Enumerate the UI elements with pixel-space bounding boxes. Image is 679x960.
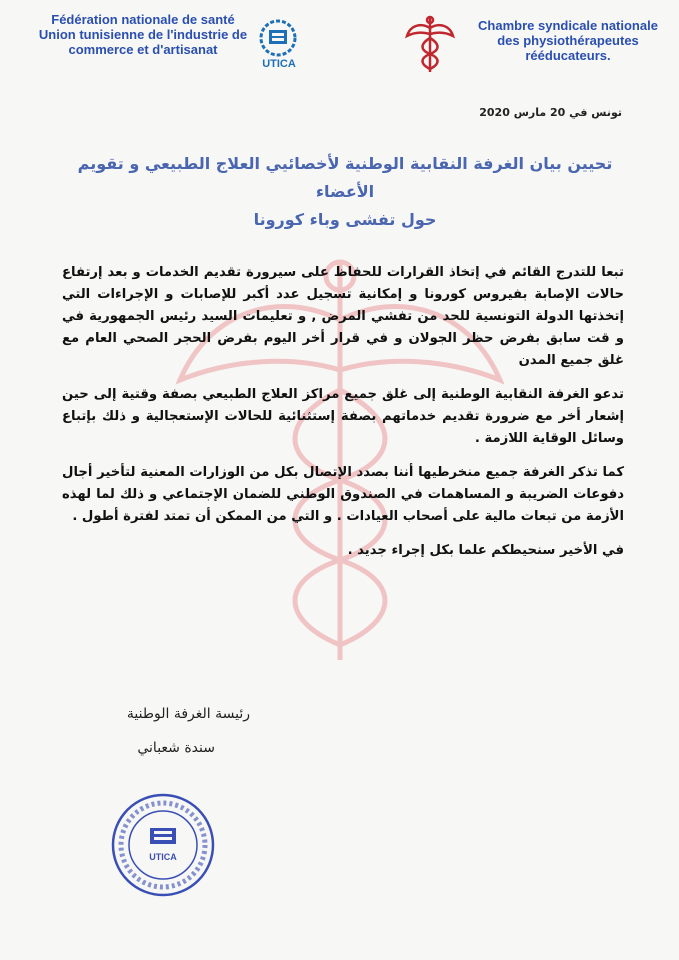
chamber-header — [468, 18, 668, 63]
signatory-title: رئيسة الغرفة الوطنية — [126, 706, 250, 722]
letter-date: تونس في 20 مارس 2020 — [479, 106, 622, 119]
title-line: تحيين بيان الغرفة النقابية الوطنية لأخصائيي العلاج الطبيعي و تقويم الأعضاء — [77, 154, 613, 201]
header-left-line: Fédération nationale de santé — [51, 12, 235, 27]
letter-body — [62, 262, 624, 574]
official-stamp-icon — [108, 790, 218, 900]
header-left-line: commerce et d'artisanat — [68, 42, 218, 57]
body-paragraph: تدعو الغرفة النقابية الوطنية إلى غلق جميع مراكز العلاج الطبيعي بصفة وقتية إلى حين إشعار أخر مع ضرورة تقديم خدماتهم بصفة إستثنائية للحالات الإستعجالية و ذلك بإتباع وسائل الوقاية اللازمة . — [62, 387, 624, 446]
title-line: حول تفشى وباء كورونا — [253, 210, 437, 229]
signatory-name: سندة شعباني — [137, 740, 215, 756]
utica-logo-label: UTICA — [262, 58, 296, 70]
stamp-label: UTICA — [149, 852, 177, 862]
header-right-line: des physiothérapeutes — [497, 33, 639, 48]
header-left-line: Union tunisienne de l'industrie de — [38, 27, 248, 42]
body-paragraph: في الأخير سنحيطكم علما بكل إجراء جديد . — [347, 543, 624, 558]
header-right-line: rééducateurs. — [525, 48, 611, 63]
header-right-line: Chambre syndicale nationale — [478, 18, 658, 33]
federation-header — [28, 12, 258, 57]
body-paragraph: كما تذكر الغرفة جميع منخرطيها أننا بصدد الإتصال بكل من الوزارات المعنية لتأخير أجال دفوعات الضريبة و المساهمات في الصندوق الوطني للضمان الإجتماعي و ذلك لما لهذه الأزمة من تبعات مالية على أصحاب العيادات . و التي من الممكن أن تمتد لفترة أطول . — [62, 465, 624, 524]
letter-title — [60, 150, 630, 234]
body-paragraph: تبعا للتدرج القائم في إتخاذ القرارات للحفاظ على سيرورة تقديم الخدمات و بعد إرتفاع حالات الإصابة بفيروس كورونا و إمكانية تسجيل عدد أكبر للإصابات و الإجراءات التي إتخذتها الدولة التونسية للحد من تفشي المرض , و تعليمات السيد رئيس الجمهورية في و قت سابق بفرض حظر الجولان و في قرار أخر اليوم بفرض الحجر الصحي العام مع غلق جميع المدن — [62, 265, 624, 368]
caduceus-logo-icon — [405, 14, 455, 74]
